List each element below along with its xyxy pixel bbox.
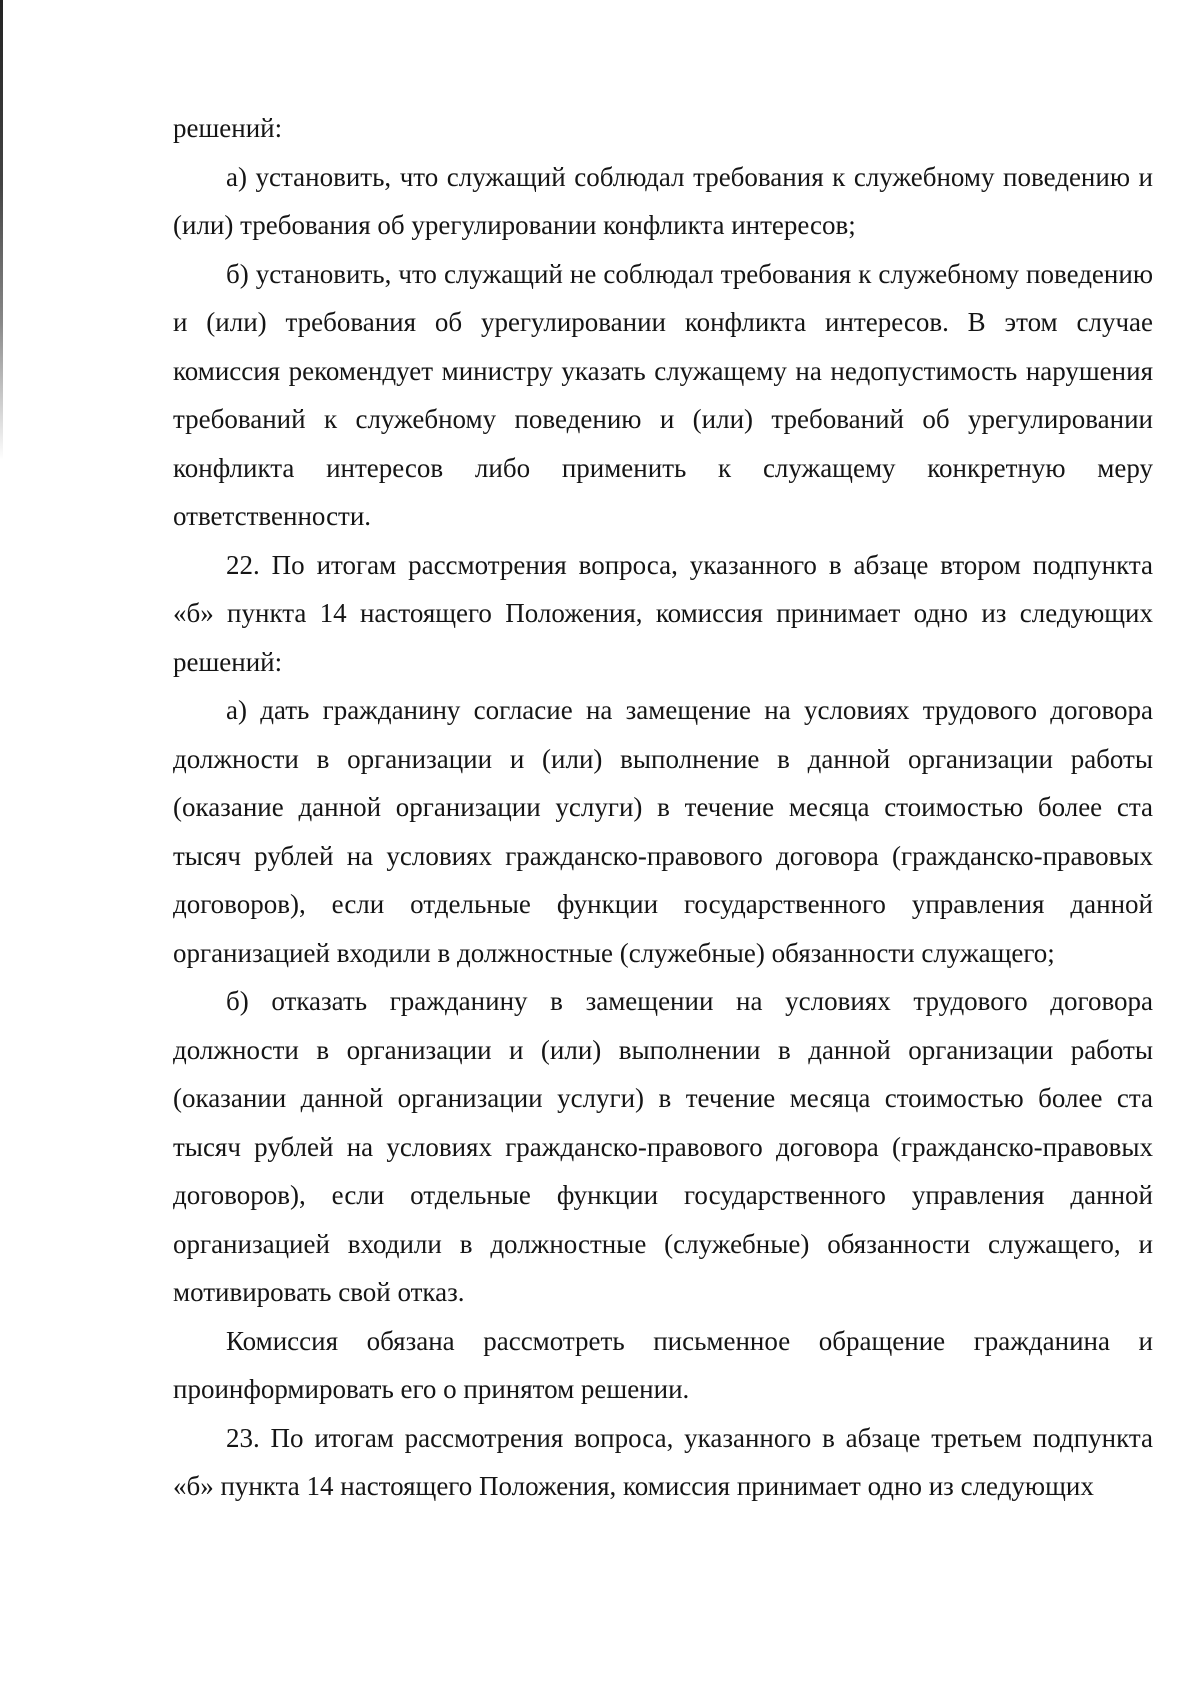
paragraph-21a-complied: а) установить, что служащий соблюдал требования к служебному поведению и (или) требования об урегулировании конфликта интересов; bbox=[173, 161, 1153, 240]
document-page bbox=[173, 104, 1153, 1511]
paragraph-22a-consent: а) дать гражданину согласие на замещение на условиях трудового договора должности в организации и (или) выполнение в данной организации работы (оказание данной организации услуги) в течение месяца стоимостью более ста тысяч рублей на условиях гражданско-правового договора (гражданско-правовых договоров), если отдельные функции государственного управления данной организацией входили в должностные (служебные) обязанности служащего; bbox=[173, 695, 1153, 968]
scan-edge-artifact bbox=[0, 0, 3, 460]
paragraph-decisions-continued: решений: bbox=[173, 113, 283, 143]
paragraph-22b-refusal: б) отказать гражданину в замещении на условиях трудового договора должности в организации и (или) выполнении в данной организации работы (оказании данной организации услуги) в течение месяца стоимостью более ста тысяч рублей на условиях гражданско-правового договора (гражданско-правовых договоров), если отдельные функции государственного управления данной организацией входили в должностные (служебные) обязанности служащего, и мотивировать свой отказ. bbox=[173, 986, 1153, 1307]
paragraph-commission-obligation: Комиссия обязана рассмотреть письменное обращение гражданина и проинформировать его о принятом решении. bbox=[173, 1325, 1153, 1404]
paragraph-23-intro: 23. По итогам рассмотрения вопроса, указанного в абзаце третьем подпункта «б» пункта 14 настоящего Положения, комиссия принимает одно из следующих bbox=[173, 1422, 1153, 1501]
paragraph-21b-not-complied: б) установить, что служащий не соблюдал требования к служебному поведению и (или) требования об урегулировании конфликта интересов. В этом случае комиссия рекомендует министру указать служащему на недопустимость нарушения требований к служебному поведению и (или) требований об урегулировании конфликта интересов либо применить к служащему конкретную меру ответственности. bbox=[173, 258, 1153, 531]
paragraph-22-intro: 22. По итогам рассмотрения вопроса, указанного в абзаце втором подпункта «б» пункта 14 настоящего Положения, комиссия принимает одно из следующих решений: bbox=[173, 549, 1153, 677]
